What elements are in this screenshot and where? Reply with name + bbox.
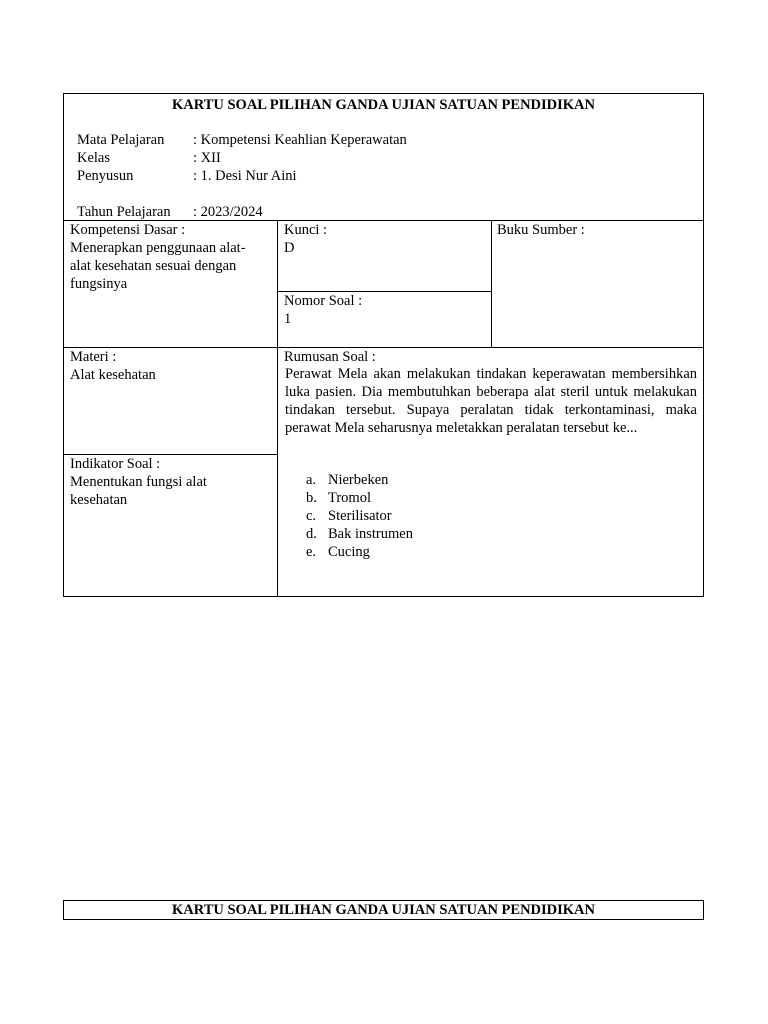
meta-row-subject xyxy=(77,131,407,149)
nomor-soal-value: 1 xyxy=(284,311,292,327)
indikator-line: kesehatan xyxy=(70,492,128,508)
answer-option: a. Nierbeken xyxy=(306,472,389,488)
kompetensi-dasar-line: alat kesehatan sesuai dengan xyxy=(70,258,237,274)
meta-row-class xyxy=(77,149,407,167)
kompetensi-dasar-cell xyxy=(70,221,270,293)
divider xyxy=(491,220,492,347)
card-title: KARTU SOAL PILIHAN GANDA UJIAN SATUAN PENDIDIKAN xyxy=(172,97,595,113)
kompetensi-dasar-line: Menerapkan penggunaan alat- xyxy=(70,240,246,256)
question-card xyxy=(63,93,704,597)
meta-value: : XII xyxy=(193,150,221,166)
meta-block xyxy=(77,131,407,221)
kompetensi-dasar-line: fungsinya xyxy=(70,276,128,292)
answer-options xyxy=(306,471,413,561)
meta-label: Kelas xyxy=(77,150,111,166)
indikator-cell xyxy=(70,455,207,509)
buku-sumber-label: Buku Sumber : xyxy=(497,222,585,238)
answer-option: b. Tromol xyxy=(306,490,371,506)
answer-option: c. Sterilisator xyxy=(306,508,392,524)
nomor-soal-cell xyxy=(284,292,362,328)
question-text: Perawat Mela akan melakukan tindakan keperawatan membersihkan luka pasien. Dia membutuhkan beberapa alat steril untuk melakukan tindakan tersebut. Supaya peralatan tidak terkontaminasi, maka perawat Mela seharusnya meletakkan peralatan tersebut ke... xyxy=(285,366,697,436)
materi-value: Alat kesehatan xyxy=(70,367,156,383)
kunci-cell xyxy=(284,221,327,257)
divider xyxy=(277,220,278,596)
answer-option: e. Cucing xyxy=(306,544,370,560)
indikator-label: Indikator Soal : xyxy=(70,456,161,472)
kunci-label: Kunci : xyxy=(284,222,328,238)
meta-label: Mata Pelajaran xyxy=(77,132,165,148)
meta-value: : 1. Desi Nur Aini xyxy=(193,168,297,184)
meta-label: Tahun Pelajaran xyxy=(77,204,171,220)
second-card-title: KARTU SOAL PILIHAN GANDA UJIAN SATUAN PENDIDIKAN xyxy=(63,900,704,920)
meta-value: : Kompetensi Keahlian Keperawatan xyxy=(193,132,407,148)
nomor-soal-label: Nomor Soal : xyxy=(284,293,363,309)
meta-row-year xyxy=(77,203,407,221)
kompetensi-dasar-label: Kompetensi Dasar : xyxy=(70,222,186,238)
meta-row-author xyxy=(77,167,407,185)
materi-cell xyxy=(70,348,156,384)
indikator-line: Menentukan fungsi alat xyxy=(70,474,207,490)
kunci-value: D xyxy=(284,240,295,256)
meta-label: Penyusun xyxy=(77,168,134,184)
meta-value: : 2023/2024 xyxy=(193,204,263,220)
materi-label: Materi : xyxy=(70,349,117,365)
rumusan-label: Rumusan Soal : xyxy=(284,349,376,365)
answer-option: d. Bak instrumen xyxy=(306,526,413,542)
buku-sumber-cell xyxy=(497,221,585,239)
divider xyxy=(64,347,703,348)
